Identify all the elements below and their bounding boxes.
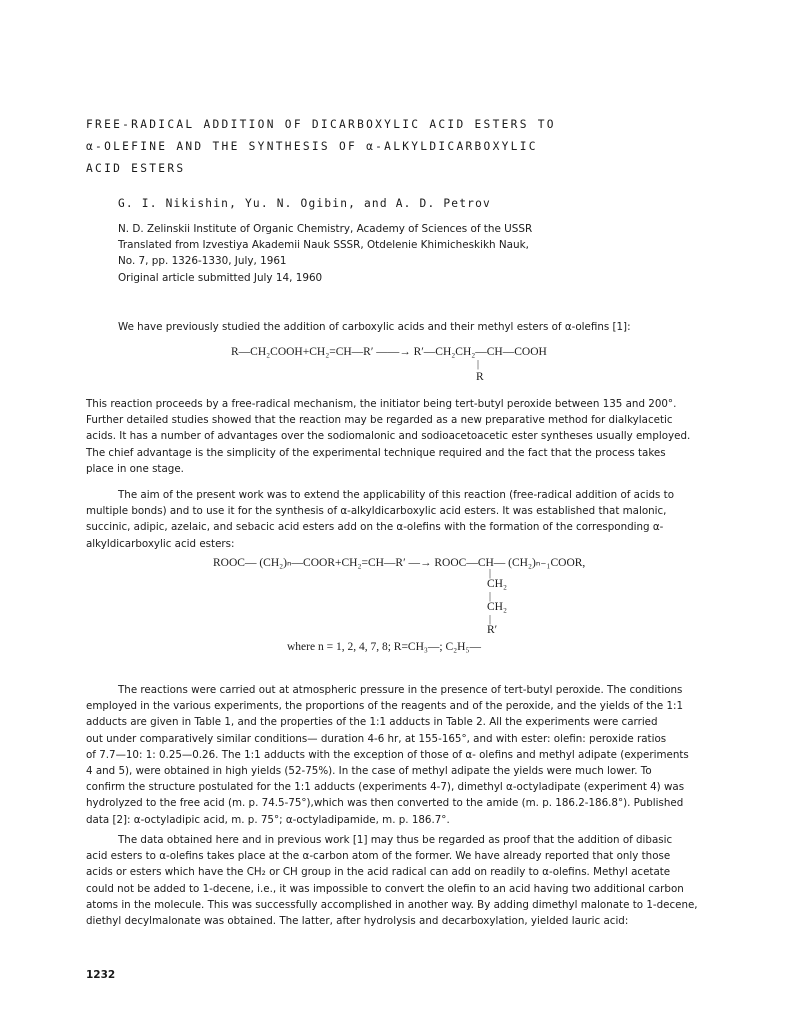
formula-2-chain-3: R′ [487,624,498,636]
paragraph-1 [86,396,722,477]
affiliation-block [118,221,532,286]
intro-text: We have previously studied the addition of carboxylic acids and their methyl esters of α-olefins [1]: [118,321,631,333]
paragraph-2 [86,487,722,552]
paragraph-4-line: could not be added to 1-decene, i.e., it was impossible to convert the olefin to an acid having two additional carbon [86,882,684,895]
paragraph-2-line: The aim of the present work was to extend the applicability of this reaction (free-radical addition of acids to [118,489,675,501]
formula-2-where: where n = 1, 2, 4, 7, 8; R=CH₃—; C₂H₅— [287,641,481,653]
paragraph-4-line: acids or esters which have the CH₂ or CH group in the acid radical can add on readily to α-olefins. Methyl acetate [86,866,671,879]
formula-2-bond-1: | [489,568,492,579]
affiliation-line: N. D. Zelinskii Institute of Organic Chemistry, Academy of Sciences of the USSR [118,223,533,235]
paragraph-1-line: This reaction proceeds by a free-radical mechanism, the initiator being tert-butyl peroxide between 135 and 200°. [86,398,677,410]
intro-paragraph [86,319,722,335]
paragraph-2-line: multiple bonds) and to use it for the synthesis of α-alkyldicarboxylic acid esters. It was established that malonic, [86,505,667,518]
translation-source-line: Translated from Izvestiya Akademii Nauk SSSR, Otdelenie Khimicheskikh Nauk, [118,239,529,252]
formula-1-substituent: R [476,371,484,383]
paragraph-3-line: out under comparatively similar conditions— duration 4-6 hr, at 155-165°, and with ester: olefin: peroxide ratios [86,732,667,745]
paragraph-4 [86,832,722,929]
formula-2-bond-3: | [489,614,492,625]
submission-date-line: Original article submitted July 14, 1960 [118,271,323,284]
paragraph-3-line: hydrolyzed to the free acid (m. p. 74.5-75°),which was then converted to the amide (m. p. 186.2-186.8°). Published [86,797,684,810]
paragraph-3-line: The reactions were carried out at atmospheric pressure in the presence of tert-butyl peroxide. The conditions [118,684,683,696]
paragraph-1-line: acids. It has a number of advantages over the sodiomalonic and sodioacetoacetic ester syntheses usually employed. [86,430,691,443]
title-line-2: α-OLEFINE AND THE SYNTHESIS OF α-ALKYLDICARBOXYLIC [86,140,538,153]
formula-2-chain-2: CH₂ [487,601,507,613]
paragraph-2-line: alkyldicarboxylic acid esters: [86,537,235,550]
paragraph-1-line: place in one stage. [86,462,184,475]
citation-line: No. 7, pp. 1326-1330, July, 1961 [118,255,287,268]
paragraph-3-line: data [2]: α-octyladipic acid, m. p. 75°; α-octyladipamide, m. p. 186.7°. [86,813,450,826]
paragraph-3-line: of 7.7—10: 1: 0.25—0.26. The 1:1 adducts with the exception of those of α- olefins and methyl adipate (experiments [86,748,689,761]
paragraph-3-line: confirm the structure postulated for the 1:1 adducts (experiments 4-7), dimethyl α-octyladipate (experiment 4) was [86,781,685,794]
authors: G. I. Nikishin, Yu. N. Ogibin, and A. D. Petrov [118,197,491,210]
formula-1-bond: | [477,359,480,370]
paragraph-2-line: succinic, adipic, azelaic, and sebacic acid esters add on the α-olefins with the formation of the corresponding α- [86,521,664,534]
formula-1: R—CH₂COOH+CH₂=CH—R′ ——→ R′—CH₂CH₂—CH—COOH [231,346,547,358]
title-line-3: ACID ESTERS [86,162,186,175]
paragraph-3-line: adducts are given in Table 1, and the properties of the 1:1 adducts in Table 2. All the experiments were carried [86,716,658,729]
formula-2-chain-1: CH₂ [487,578,507,590]
paragraph-1-line: Further detailed studies showed that the reaction may be regarded as a new preparative method for dialkylacetic [86,414,673,427]
paragraph-4-line: acid esters to α-olefins takes place at the α-carbon atom of the former. We have already reported that only those [86,850,671,863]
paragraph-3-line: 4 and 5), were obtained in high yields (52-75%). In the case of methyl adipate the yields were much lower. To [86,765,652,778]
page-number: 1232 [86,969,116,981]
title-line-1: FREE-RADICAL ADDITION OF DICARBOXYLIC ACID ESTERS TO [86,118,556,131]
paragraph-3-line: employed in the various experiments, the proportions of the reagents and of the peroxide, and the yields of the 1:1 [86,700,684,713]
article-title [86,114,726,180]
formula-2-bond-2: | [489,591,492,602]
paragraph-4-line: The data obtained here and in previous work [1] may thus be regarded as proof that the addition of dibasic [118,834,673,846]
paragraph-4-line: diethyl decylmalonate was obtained. The latter, after hydrolysis and decarboxylation, yielded lauric acid: [86,915,629,928]
paragraph-4-line: atoms in the molecule. This was successfully accomplished in another way. By adding dimethyl malonate to 1-decene, [86,898,698,911]
paragraph-3 [86,682,722,828]
paragraph-1-line: The chief advantage is the simplicity of the experimental technique required and the fact that the process takes [86,446,666,459]
formula-2: ROOC— (CH₂)ₙ—COOR+CH₂=CH—R′ —→ ROOC—CH— (CH₂)ₙ₋₁COOR, [213,557,586,569]
